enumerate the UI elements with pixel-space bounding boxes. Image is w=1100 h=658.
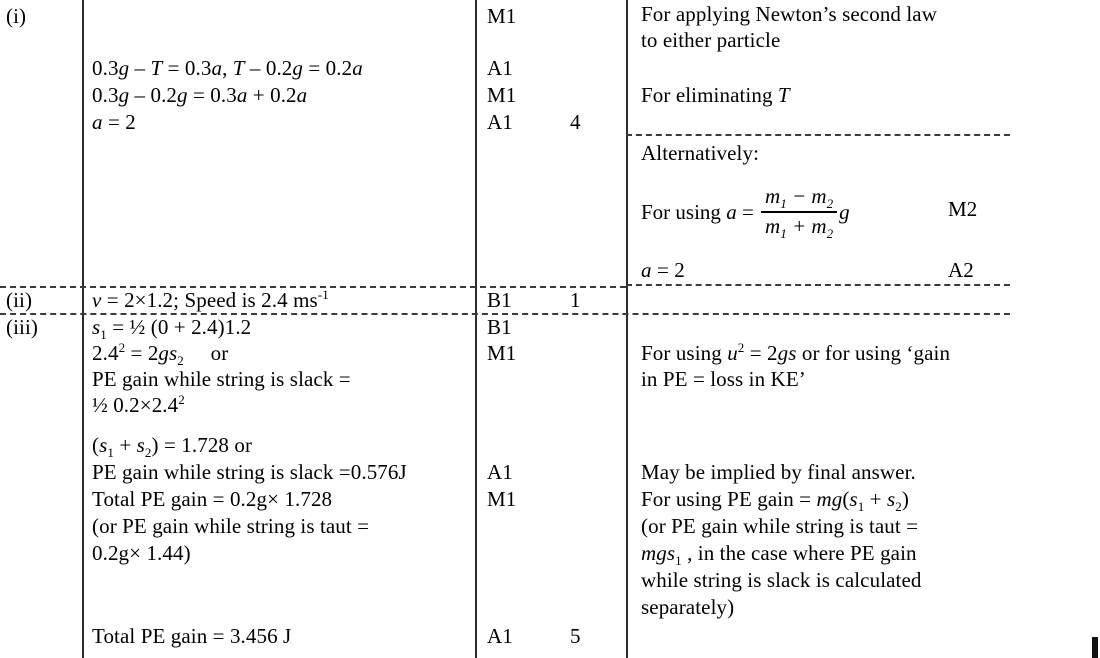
column-rule-marks [626, 0, 628, 658]
page-edge-mark [1092, 637, 1098, 658]
part-iii-working-line-2: $2.4^2 = 2gs_2$ or [92, 340, 229, 369]
part-i-working-line-1: 0.3g – T = 0.3a, T – 0.2g = 0.2a [92, 56, 363, 80]
part-iii-working-line-1: $s_1$ = ½ (0 + 2.4)1.2 [92, 315, 252, 343]
part-ii-mark-code: B1 [487, 288, 512, 312]
part-i-comment-line-1: For applying Newton’s second law [641, 2, 937, 26]
column-rule-working [475, 0, 477, 658]
alternative-for-using-label: For using [641, 199, 727, 224]
part-ii-mark-total: 1 [570, 288, 581, 312]
part-i-mark-code-3: M1 [487, 83, 517, 107]
part-iii-comment-line-2: in PE = loss in KE’ [641, 367, 806, 391]
part-label-ii: (ii) [6, 288, 33, 312]
alternative-mark-a2: A2 [948, 258, 974, 282]
part-iii-working-line-7: Total PE gain = 0.2g× 1.728 [92, 487, 333, 511]
gravity-factor: g [839, 199, 850, 224]
part-iii-comment-line-4: For using PE gain = $mg(s_1 + s_2)$ [641, 487, 909, 515]
part-iii-comment-line-3: May be implied by final answer. [641, 460, 916, 484]
fraction-denominator: $m_1 + m_2$ [765, 213, 834, 241]
fraction-numerator: $m_1 - m_2$ [761, 184, 837, 213]
part-i-working-line-2: 0.3g – 0.2g = 0.3a + 0.2a [92, 83, 308, 107]
part-i-comment-line-3: For eliminating T [641, 83, 790, 107]
alternative-mark-m2: M2 [948, 197, 978, 221]
part-iii-mark-code-4: M1 [487, 487, 517, 511]
part-iii-working-line-3: PE gain while string is slack = [92, 367, 351, 391]
part-iii-comment-line-7: while string is slack is calculated [641, 568, 922, 592]
part-iii-working-line-6: PE gain while string is slack =0.576J [92, 460, 407, 484]
row-divider-alternative-top [626, 134, 1010, 136]
alternative-a-equals: a [726, 199, 737, 224]
alternative-heading: Alternatively: [641, 141, 760, 165]
part-iii-mark-total: 5 [570, 624, 581, 648]
part-iii-mark-code-3: A1 [487, 460, 513, 484]
part-iii-mark-code-2: M1 [487, 341, 517, 365]
part-i-mark-total: 4 [570, 110, 581, 134]
part-label-iii: (iii) [6, 315, 38, 339]
part-iii-mark-code-1: B1 [487, 315, 512, 339]
part-iii-working-line-4: ½ $0.2\times 2.4^2$ [92, 392, 185, 417]
part-i-mark-code-4: A1 [487, 110, 513, 134]
part-iii-working-line-8: (or PE gain while string is taut = [92, 514, 370, 538]
part-iii-mark-code-5: A1 [487, 624, 513, 648]
part-label-i: (i) [6, 4, 27, 28]
part-i-mark-code-1: M1 [487, 4, 517, 28]
part-iii-final-line: Total PE gain = 3.456 J [92, 624, 292, 648]
part-iii-comment-line-5: (or PE gain while string is taut = [641, 514, 919, 538]
part-iii-working-line-9: 0.2g× 1.44) [92, 541, 191, 565]
part-ii-working: v = 2×1.2; Speed is 2.4 $ms^{-1}$ [92, 287, 329, 312]
part-iii-working-line-5: $(s_1 + s_2) = 1.728$ or [92, 433, 253, 461]
column-rule-part-label [82, 0, 84, 658]
part-iii-comment-line-6: mgs$_1$ , in the case where PE gain [641, 541, 917, 569]
alternative-answer: a = 2 [641, 258, 685, 282]
part-i-mark-code-2: A1 [487, 56, 513, 80]
part-iii-comment-line-8: separately) [641, 595, 735, 619]
part-i-working-line-3: a = 2 [92, 110, 136, 134]
part-i-comment-line-2: to either particle [641, 28, 781, 52]
mass-ratio-fraction [761, 184, 837, 239]
alternative-formula [641, 185, 850, 240]
alternative-equals-sign: = [736, 199, 760, 224]
row-divider-alternative-bottom [626, 284, 1010, 286]
part-iii-comment-line-1: For using $u^2 = 2gs$ or for using ‘gain [641, 340, 951, 365]
